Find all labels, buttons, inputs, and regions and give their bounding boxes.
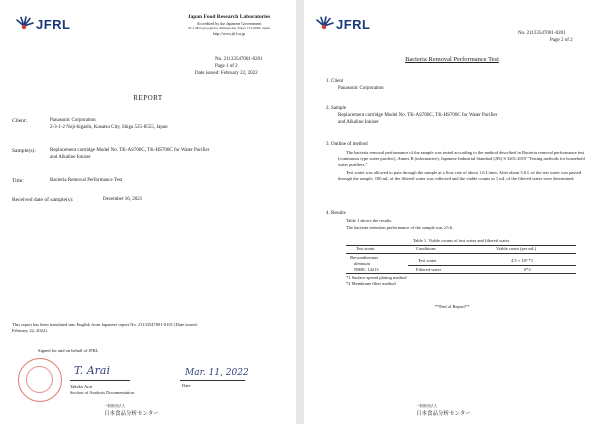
report-page-1 [0, 0, 296, 424]
footnote-2: *2 Membrane filter method [346, 281, 396, 286]
logo-text: JFRL [336, 16, 371, 32]
report-number: No. 21133547001-0201 [215, 57, 263, 62]
page-title: Bacteria Removal Performance Test [405, 56, 499, 63]
org-header [174, 14, 284, 36]
title-label: Title: [12, 178, 24, 184]
client-address: 2-3-1-2 Noji-higashi, Kusatsu City, Shiga 525-8555, Japan [50, 125, 168, 130]
section-1-heading: 1. Client [326, 79, 344, 84]
jfrl-logo [14, 16, 71, 32]
received-label: Received date of sample(s): [12, 197, 74, 203]
page-number: Page 2 of 2 [550, 38, 573, 43]
report-page-2 [304, 0, 600, 424]
footnote-1: *1 Surface spread plating method [346, 275, 407, 280]
samples-line-1: Replacement cartridge Model No. TK-AS700C, TK-HS700C for Water Purifier [50, 148, 210, 153]
samples-line-2: and Alkaline Ionizer [50, 155, 91, 160]
section-3-paragraph-1: The bacteria removal performance of the sample was tested according to the method described in Bacteria removal performance test (continuous type water purifier), Annex B (informative), Japanese Industrial Standard (JIS) S 3201:2019 "Testing methods for household water purifiers." [338, 150, 585, 167]
section-3-paragraph-2: Test water was allowed to pass through the sample at a flow rate of about 1.6 L/min. After about 5.6 L of the test water was passed through the sample, 100 mL of the filtered water was collected and the viable counts in 1 mL of the filtered water were determined. [338, 170, 582, 181]
strain-id: NBRC 14213 [354, 267, 379, 272]
seal-stamp [18, 358, 62, 402]
translation-note-2: February 22, 2022). [12, 328, 48, 333]
footer-org-jp: 日本食品分析センター [416, 411, 471, 417]
date-caption: Date [182, 383, 191, 388]
section-2-heading: 2. Sample [326, 106, 346, 111]
table-rule-bottom [346, 273, 576, 274]
client-label: Client: [12, 118, 27, 124]
signer-name: Takeko Arai [70, 384, 93, 389]
section-3-heading: 3. Outline of method [326, 142, 368, 147]
row1-count: 4.5 × 10⁵ *1 [511, 258, 534, 263]
signer-title: Section of Analysis Documentation [70, 390, 134, 395]
jfrl-star-icon [14, 16, 34, 32]
strain-genus: Brevundimonas [350, 255, 379, 260]
signature-date: Mar. 11, 2022 [185, 368, 249, 378]
row1-condition: Test water [418, 258, 437, 263]
row2-count: 0*2 [524, 267, 531, 272]
table-header-conditions: Conditions [416, 246, 436, 251]
section-4-line-1: Table 1 shows the results. [346, 218, 393, 223]
section-2-line-1: Replacement cartridge Model No. TK-AS700C, TK-HS700C for Water Purifier [338, 113, 498, 118]
table-header-viable-count: Viable count (per mL) [496, 246, 537, 251]
end-of-report: **End of Report** [434, 304, 470, 309]
org-accreditation: Accredited by the Japanese Government [196, 21, 262, 26]
date-line [180, 380, 245, 381]
signature-line [70, 380, 130, 381]
samples-label: Sample(s): [12, 148, 36, 154]
table-caption: Table 1. Viable counts of test water and filtered water [412, 238, 510, 243]
table-rule-header [346, 253, 576, 254]
jfrl-star-icon [314, 16, 334, 32]
report-heading: REPORT [133, 94, 163, 102]
section-1-text: Panasonic Corporation [338, 86, 384, 91]
row2-condition: Filtered water [416, 267, 442, 272]
report-number: No. 21133547001-0201 [518, 31, 566, 36]
table-rule-top [346, 245, 576, 246]
jfrl-logo [314, 16, 371, 32]
table-rule-row [408, 265, 576, 266]
org-url: http://www.jfrl.or.jp [212, 31, 246, 36]
date-issued: Date issued: February 22, 2022 [195, 71, 258, 76]
translation-note-1: This report has been translated into English from Japanese report No. 21133547001-0101 (Date issued: [12, 322, 198, 327]
client-name: Panasonic Corporation [50, 118, 96, 123]
footer-small: 一般財団法人 [416, 404, 437, 408]
section-4-line-2: The bacteria retention performance of the sample was ≥5.6. [346, 225, 454, 230]
footer-small: 一般財団法人 [104, 404, 125, 408]
strain-species: diminuta [354, 261, 371, 266]
title-value: Bacteria Removal Performance Test [50, 178, 123, 183]
section-2-line-2: and Alkaline Ionizer [338, 120, 379, 125]
received-value: December 16, 2021 [103, 197, 143, 202]
org-name: Japan Food Research Laboratories [187, 14, 271, 20]
results-table [346, 238, 576, 298]
page-number: Page 1 of 2 [215, 64, 238, 69]
seal-inner-ring [26, 366, 53, 393]
footer-org-jp: 日本食品分析センター [104, 411, 159, 417]
logo-text: JFRL [36, 16, 71, 32]
section-4-heading: 4. Results [326, 211, 346, 216]
org-address: 52-1 Motoyoyogicho, Shibuya-ku, Tokyo 151-0062, Japan [187, 26, 271, 30]
table-header-strain: Test strain [356, 246, 375, 251]
signature: T. Arai [74, 364, 110, 377]
signed-for: Signed for and on behalf of JFRL [38, 348, 99, 353]
